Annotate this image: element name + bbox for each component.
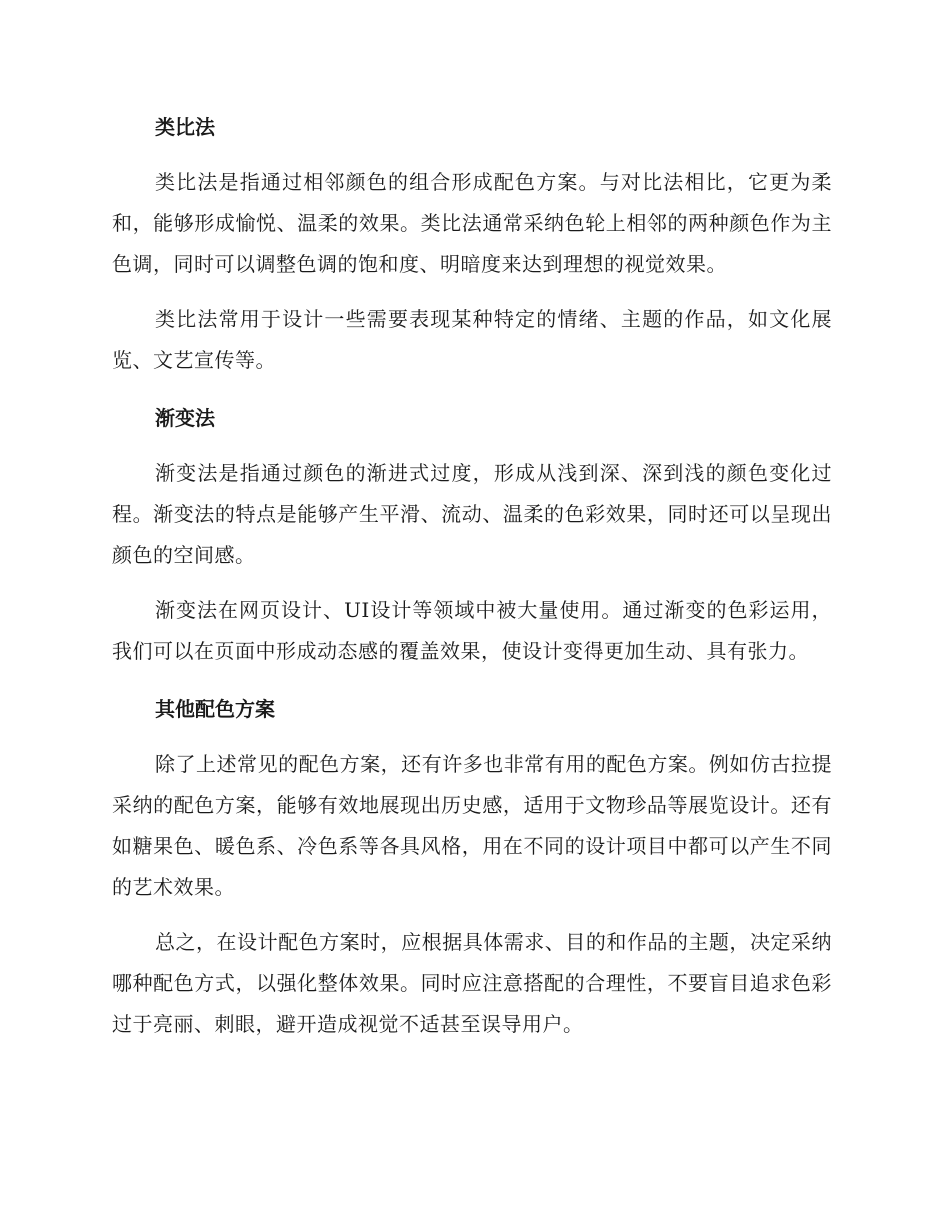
paragraph: 类比法常用于设计一些需要表现某种特定的情绪、主题的作品，如文化展览、文艺宣传等。	[112, 307, 832, 372]
section-heading-gradient: 渐变法	[155, 406, 215, 430]
paragraph: 除了上述常见的配色方案，还有许多也非常有用的配色方案。例如仿古拉提采纳的配色方案，能够有效地展现出历史感，适用于文物珍品等展览设计。还有如糖果色、暖色系、冷色系等各具风格，用在不同的设计项目中都可以产生不同的艺术效果。	[112, 752, 832, 899]
paragraph: 总之，在设计配色方案时，应根据具体需求、目的和作品的主题，决定采纳哪种配色方式，以强化整体效果。同时应注意搭配的合理性，不要盲目追求色彩过于亮丽、刺眼，避开造成视觉不适甚至误导用户。	[112, 930, 832, 1036]
paragraph: 类比法是指通过相邻颜色的组合形成配色方案。与对比法相比，它更为柔和，能够形成愉悦、温柔的效果。类比法通常采纳色轮上相邻的两种颜色作为主色调，同时可以调整色调的饱和度、明暗度来达到理想的视觉效果。	[112, 170, 832, 276]
section-heading-analogous: 类比法	[155, 115, 215, 139]
document-body	[112, 104, 832, 1045]
section-heading-other-schemes: 其他配色方案	[155, 697, 275, 721]
paragraph: 渐变法是指通过颜色的渐进式过度，形成从浅到深、深到浅的颜色变化过程。渐变法的特点是能够产生平滑、流动、温柔的色彩效果，同时还可以呈现出颜色的空间感。	[112, 461, 832, 567]
paragraph: 渐变法在网页设计、UI设计等领域中被大量使用。通过渐变的色彩运用，我们可以在页面中形成动态感的覆盖效果，使设计变得更加生动、具有张力。	[112, 598, 832, 663]
